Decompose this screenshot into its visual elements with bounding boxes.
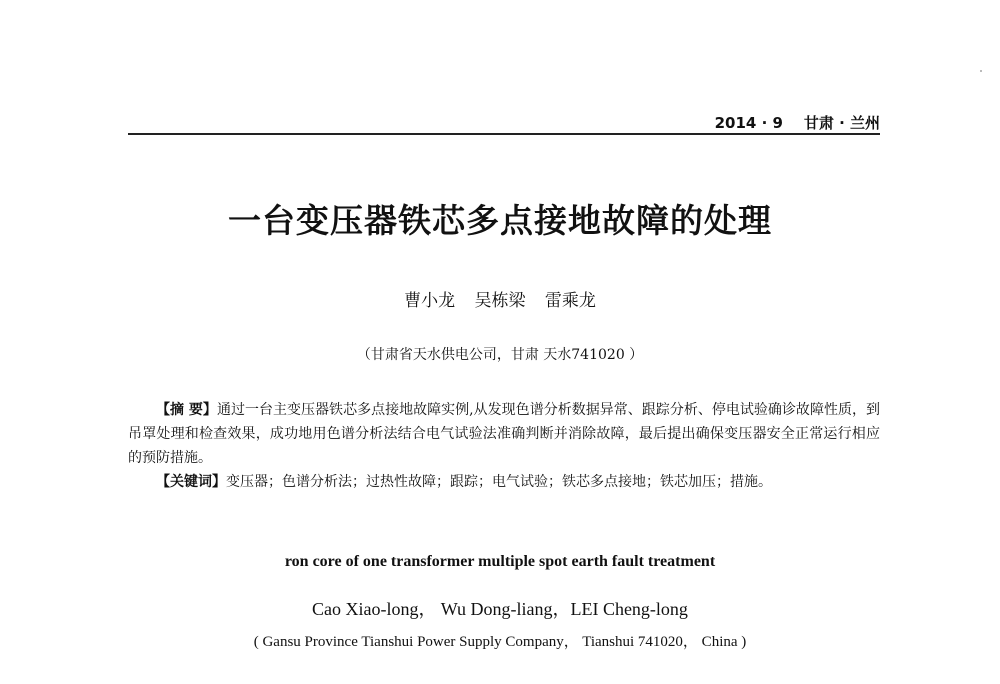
authors-chinese: 曹小龙 吴栋梁 雷乘龙 [404, 291, 596, 311]
paper-title-english: ron core of one transformer multiple spot earth fault treatment [284, 553, 716, 570]
keywords [128, 470, 880, 494]
header-rule [128, 133, 880, 135]
abstract [128, 398, 880, 470]
authors-english: Cao Xiao-long， Wu Dong-liang，LEI Cheng-long [312, 599, 688, 619]
keywords-text: 变压器；色谱分析法；过热性故障；跟踪；电气试验；铁芯多点接地；铁芯加压；措施。 [226, 474, 772, 490]
issue-number: 2014 · 9 [714, 114, 783, 132]
affiliation-english: ( Gansu Province Tianshui Power Supply Company， Tianshui 741020， China ) [253, 634, 747, 650]
header-location: 甘肃 · 兰州 [803, 114, 880, 132]
journal-header [715, 112, 880, 133]
keywords-label: 【关键词】 [156, 474, 226, 490]
abstract-label: 【摘 要】 [156, 402, 217, 418]
paper-title: 一台变压器铁芯多点接地故障的处理 [228, 201, 772, 240]
scan-speck [980, 70, 982, 72]
abstract-text: 通过一台主变压器铁芯多点接地故障实例,从发现色谱分析数据异常、跟踪分析、停电试验确诊故障性质，到吊罩处理和检查效果，成功地用色谱分析法结合电气试验法准确判断并消除故障，最后提出确保变压器安全正常运行相应的预防措施。 [128, 402, 880, 466]
affiliation-chinese: （甘肃省天水供电公司，甘肃 天水741020 ） [356, 347, 644, 363]
